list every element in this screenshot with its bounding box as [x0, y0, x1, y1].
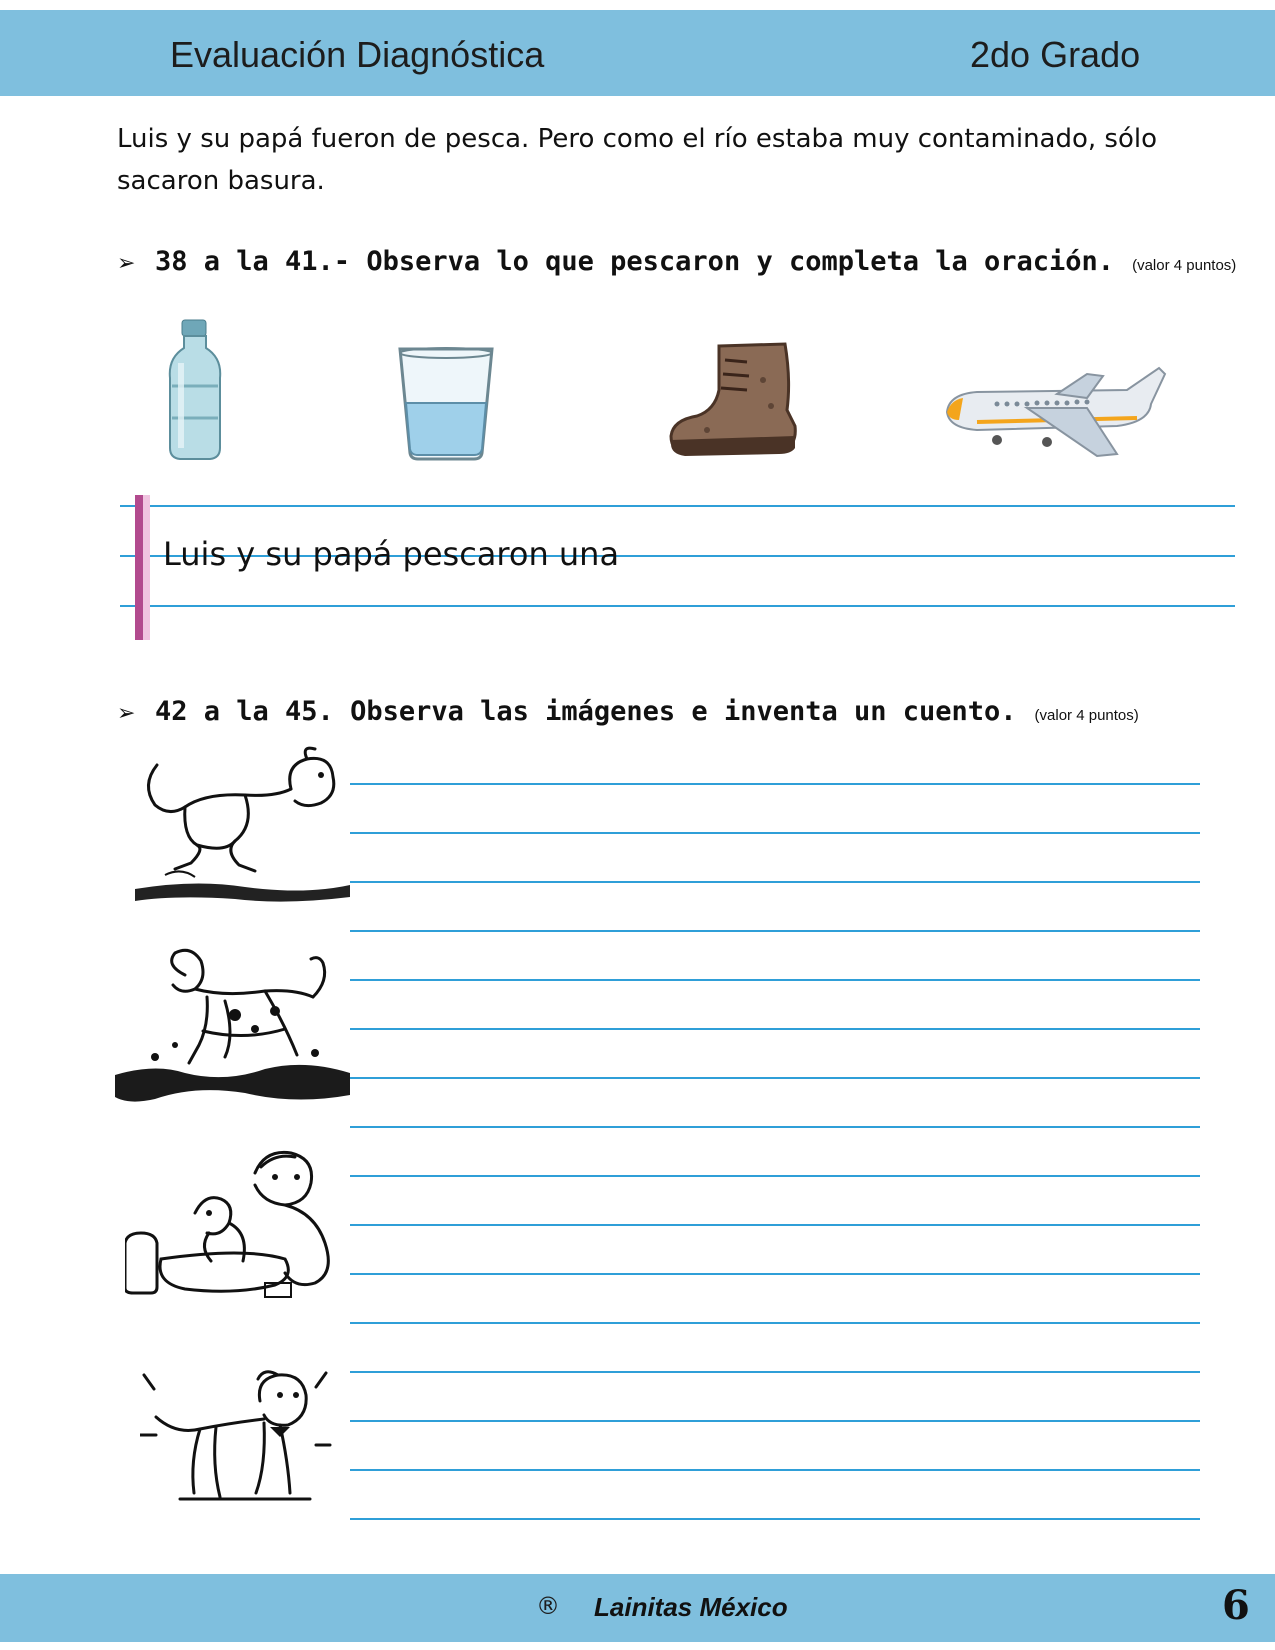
margin-bar — [135, 495, 143, 640]
ruled-line — [350, 1469, 1200, 1471]
task-points: (valor 4 puntos) — [1034, 707, 1139, 724]
intro-paragraph: Luis y su papá fueron de pesca. Pero como el río estaba muy contaminado, sólo sacaron basura. — [117, 124, 1158, 196]
ruled-line — [350, 1518, 1200, 1520]
page-number: 6 — [1222, 1582, 1250, 1629]
dog-in-mud-illustration — [115, 945, 350, 1115]
ruled-line — [120, 505, 1235, 507]
task-points: (valor 4 puntos) — [1132, 257, 1237, 274]
task-instruction: 38 a la 41.- Observa lo que pescaron y completa la oración. — [155, 246, 1115, 277]
ruled-line — [350, 881, 1200, 883]
ruled-line — [350, 1224, 1200, 1226]
ruled-line — [350, 1273, 1200, 1275]
header-banner — [0, 10, 1275, 96]
ruled-line — [350, 832, 1200, 834]
ruled-line — [350, 1420, 1200, 1422]
ruled-line — [120, 605, 1235, 607]
ruled-line — [350, 783, 1200, 785]
bottle-icon — [160, 318, 230, 463]
task-42-45 — [117, 696, 1139, 727]
ruled-line — [350, 1175, 1200, 1177]
glass-icon — [396, 345, 496, 463]
task-38-41 — [117, 246, 1236, 277]
ruled-line — [350, 1028, 1200, 1030]
ruled-line — [350, 930, 1200, 932]
arrow-bullet-icon: ➢ — [117, 251, 136, 276]
task-instruction: 42 a la 45. Observa las imágenes e inventa un cuento. — [155, 696, 1017, 727]
dog-running-illustration — [135, 745, 350, 915]
boot-icon — [667, 340, 802, 458]
ruled-line — [350, 1077, 1200, 1079]
grade-label: 2do Grado — [970, 34, 1141, 75]
margin-shade — [143, 495, 150, 640]
footer-banner — [0, 1574, 1275, 1642]
sentence-writing-area[interactable] — [120, 505, 1235, 655]
sentence-to-complete: Luis y su papá pescaron una — [163, 535, 620, 573]
registered-mark: ® — [536, 1592, 560, 1620]
ruled-line — [350, 1371, 1200, 1373]
ruled-line — [350, 979, 1200, 981]
ruled-line — [350, 1322, 1200, 1324]
airplane-icon — [937, 364, 1167, 464]
ruled-line — [350, 1126, 1200, 1128]
arrow-bullet-icon: ➢ — [117, 701, 136, 726]
brand-name: Lainitas México — [594, 1592, 788, 1622]
clean-dog-illustration — [140, 1365, 340, 1515]
child-bathing-dog-illustration — [125, 1143, 350, 1308]
page-title: Evaluación Diagnóstica — [170, 34, 545, 75]
